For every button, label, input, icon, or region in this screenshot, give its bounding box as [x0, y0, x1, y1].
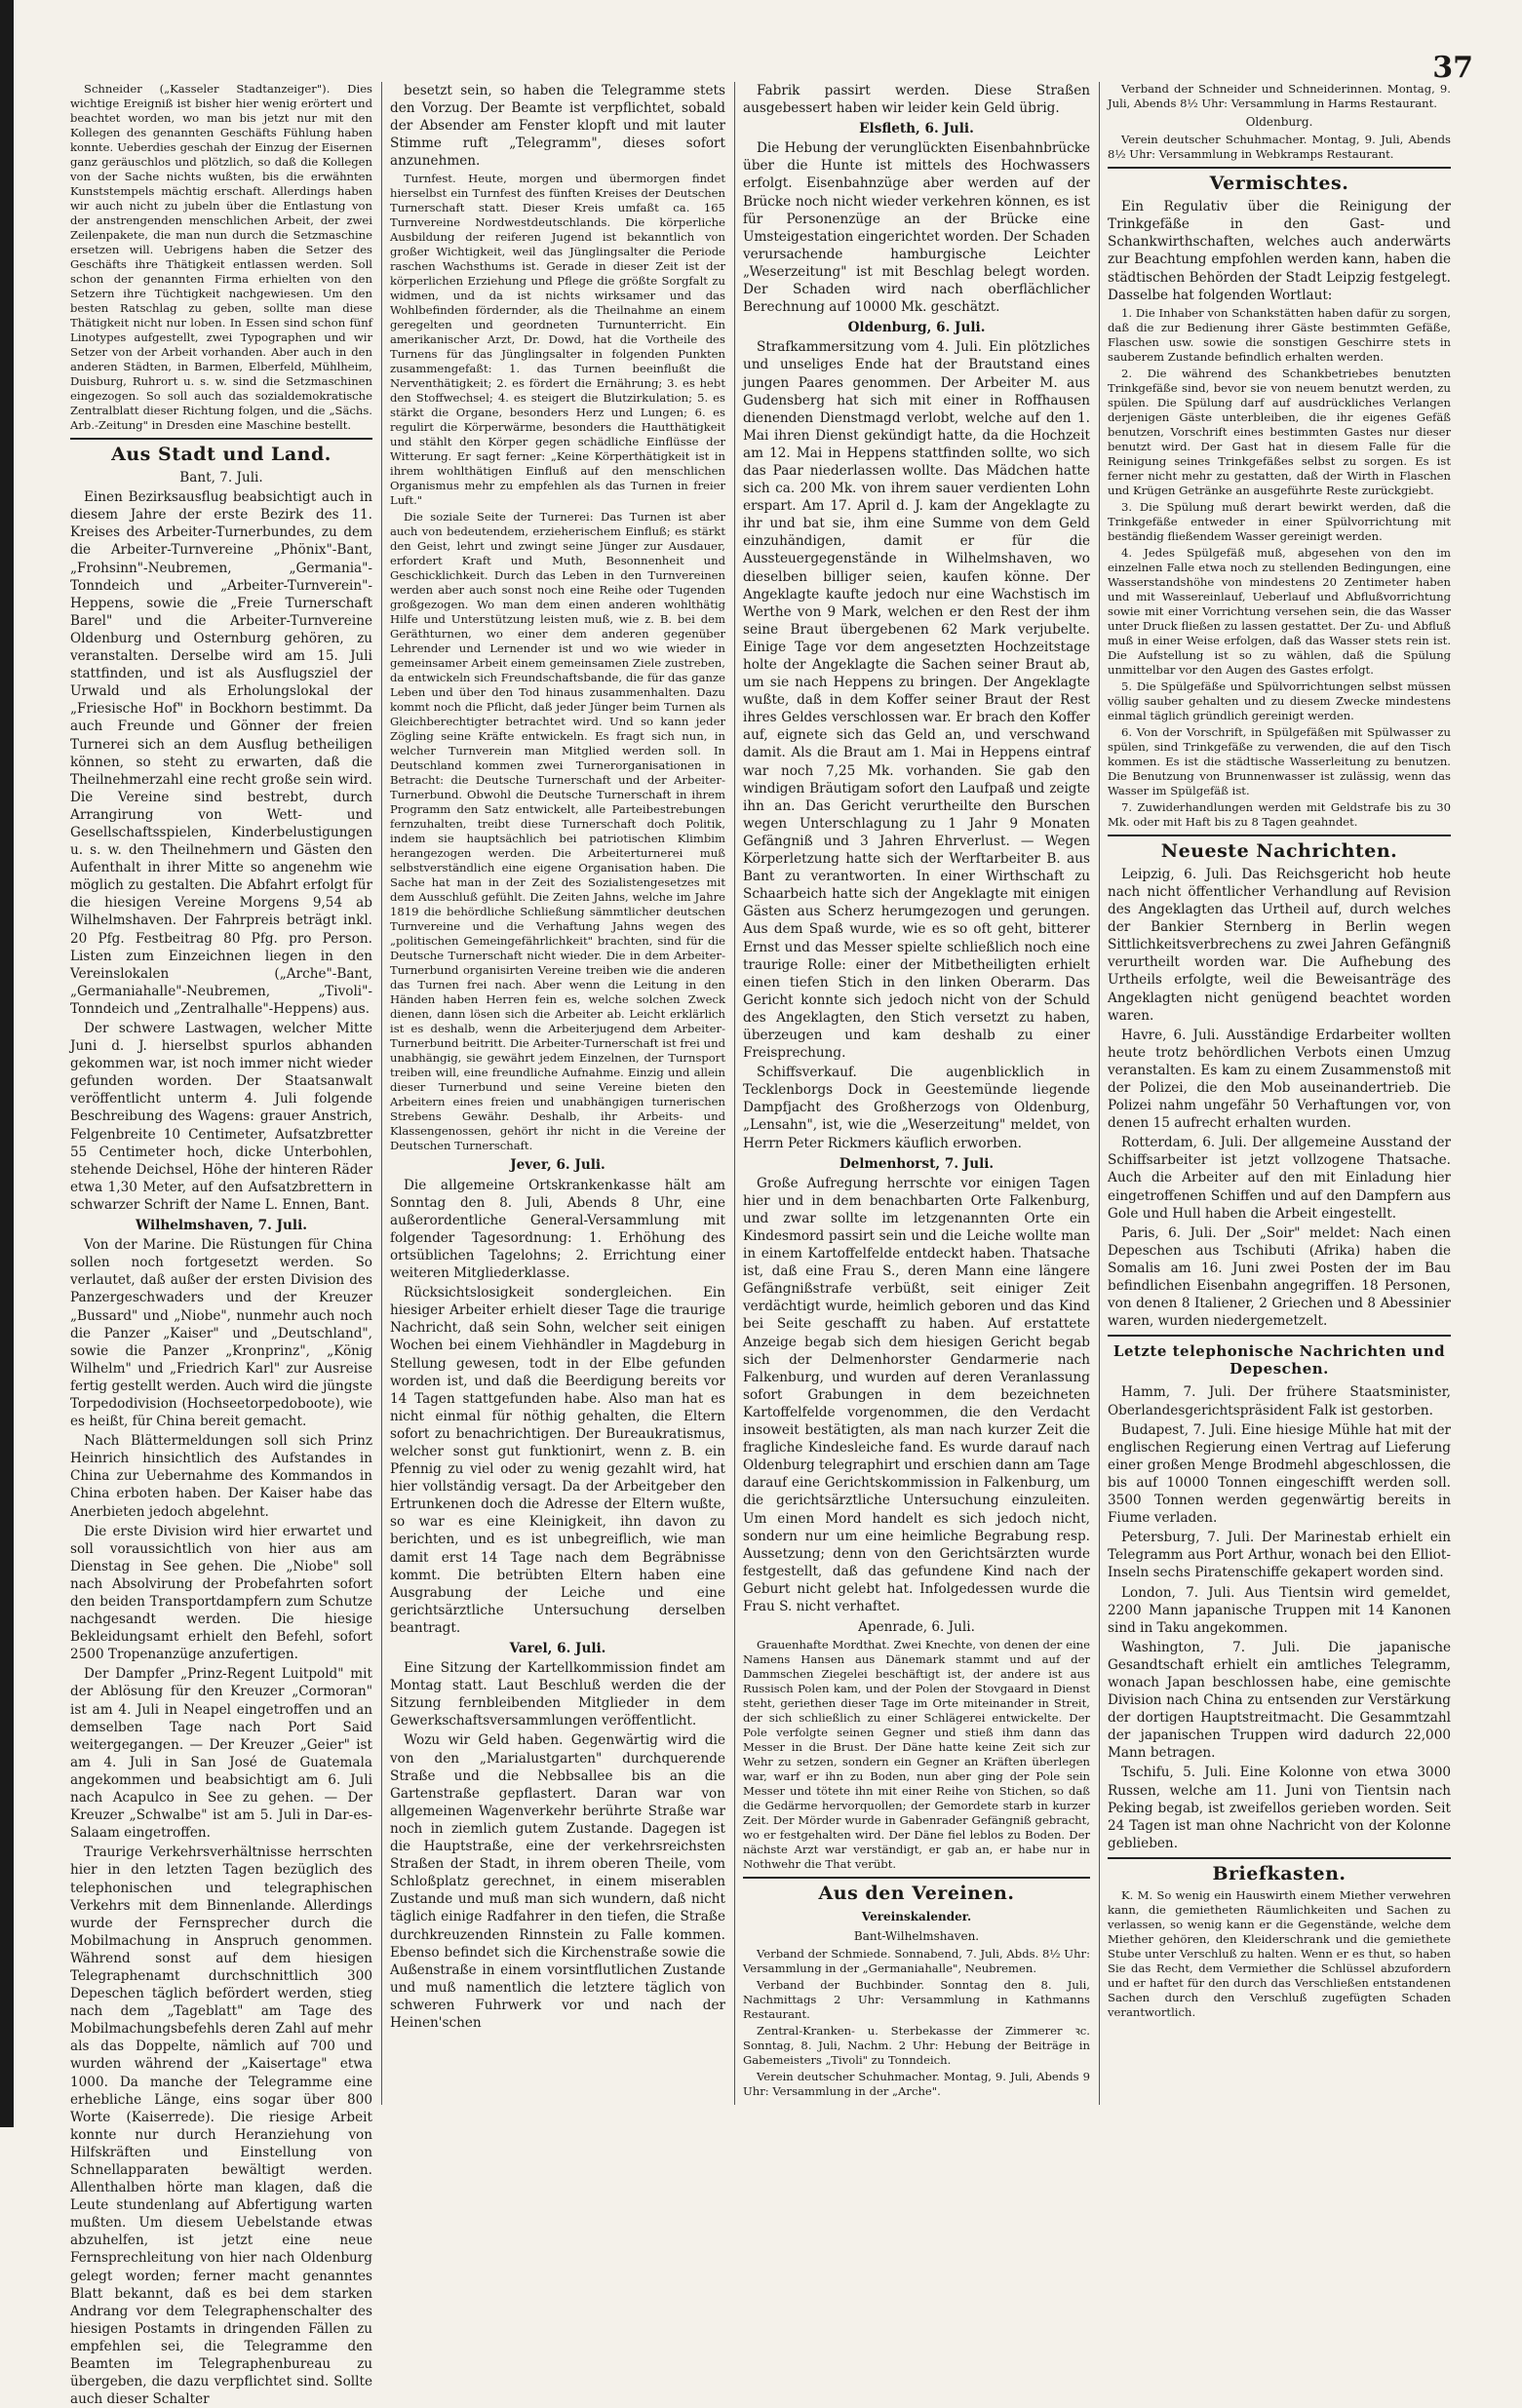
page-number: 37 [1432, 51, 1473, 85]
vereine-entry: Zentral-Kranken- u. Sterbekasse der Zimmerer ꝛc. Sonntag, 8. Juli, Nachm. 2 Uhr: Hebung der Beiträge in Gabemeisters „Tivoli" zu Tonndeich. [743, 2024, 1090, 2068]
news-item: Leipzig, 6. Juli. Das Reichsgericht hob heute nach nicht öffentlicher Verhandlung auf Revision des Angeklagten das Urtheil auf, durch welches der Bankier Sternberg in Berlin wegen Sittlichkeitsverbrechens zu zwei Jahren Gefängniß verurtheilt worden war. Die Aufhebung des Urtheils erfolgte, weil die Beweisanträge des Angeklagten nicht genügend beachtet worden waren. [1108, 866, 1451, 1024]
article-paragraph: Die Hebung der verunglückten Eisenbahnbrücke über die Hunte ist mittels des Hochwassers erfolgt. Eisenbahnzüge aber werden auf der Brücke noch nicht wieder verkehren können, es ist für Personenzüge an der Brücke eine Umsteigestation eingerichtet worden. Der Schaden verursachende hamburgische Leichter „Weserzeitung" ist mit Beschlag belegt worden. Der Schaden wird nach oberflächlicher Berechnung auf 10000 Mk. geschätzt. [743, 140, 1090, 316]
regulation-item: 3. Die Spülung muß derart bewirkt werden, daß die Trinkgefäße entweder in einer Spülvorrichtung mit beständig fließendem Wasser gereinigt werden. [1108, 499, 1451, 543]
article-paragraph: Grauenhafte Mordthat. Zwei Knechte, von denen der eine Namens Hansen aus Dänemark stammt und auf der Dammschen Ziegelei beschäftigt ist, der andere ist aus Russisch Polen kam, und der Polen der Stovgaard in Dienst steht, geriethen dieser Tage im Orte miteinander in Streit, der sich schließlich zu einer Schlägerei entwickelte. Der Pole verfolgte seinen Gegner und stieß ihm dann das Messer in die Brust. Der Däne hatte keine Zeit sich zur Wehr zu setzen, sondern ein Gegner an Kräften überlegen war, warf er ihn zu Boden, nun aber ging der Pole sein Messer und tötete ihn mit einer Reihe von Stichen, so daß die Gedärme hervorquollen; der Gemordete starb in kurzer Zeit. Der Mörder wurde in Gabenrader Gefängniß gebracht, wo er festgehalten wird. Der Däne fiel leblos zu Boden. Der nächste Arzt war verständigt, er gab an, er habe nur in Nothwehr die That verübt. [743, 1638, 1090, 1872]
column-divider [1099, 82, 1100, 2105]
briefkasten-item: K. M. So wenig ein Hauswirth einem Miether verwehren kann, die gemietheten Räumlichkeiten und Sachen zu verlassen, so wenig kann er die Gegenstände, welche dem Miether gehören, den Kleiderschrank und die gemiethete Stube unter Verschluß zu halten. Wenn er es thut, so haben Sie das Recht, dem Vermiether die Schlüssel abzufordern und er haftet für den durch das Verschließen entstandenen Sachen durch den Verschluß zugefügten Schaden verantwortlich. [1108, 1888, 1451, 2019]
dateline-jever: Jever, 6. Juli. [510, 1157, 605, 1174]
article-paragraph: Große Aufregung herrschte vor einigen Tagen hier und in dem benachbarten Orte Falkenburg, und zwar sollte im letzgenannten Orte ein Kindesmord passirt sein und die Leiche wollte man in einem Kartoffelfelde entdeckt haben. Thatsache ist, daß eine Frau S., deren Mann eine längere Gefängnißstrafe verbüßt, seit einiger Zeit verdächtigt wurde, heimlich geboren und das Kind bei Seite geschafft zu haben. Auf erstattete Anzeige begab sich dem hiesigen Gericht begab sich der Delmenhorster Gendarmerie nach Falkenburg, und wurden auf deren Veranlassung sofort Grabungen in dem bezeichneten Kartoffelfelde vorgenommen, die den Verdacht insoweit bestätigten, als man nach kurzer Zeit die fragliche Kindesleiche fand. Es wurde darauf nach Oldenburg telegraphirt und erschien dann am Tage darauf eine Gerichtskommission in Falkenburg, um die gerichtsärztliche Untersuchung einzuleiten. Um einen Mord handelt es sich jedoch nicht, sondern nur um eine heimliche Begrabung resp. Aussetzung; denn von den Gerichtsärzten wurde festgestellt, daß das gefundene Kind nach der Geburt nicht gelebt hat. Infolgedessen wurde die Frau S. nicht verhaftet. [743, 1175, 1090, 1614]
telegraph-item: Tschifu, 5. Juli. Eine Kolonne von etwa 3000 Russen, welche am 11. Juni von Tientsin nach Peking begab, ist zweifellos gerieben worden. Seit 24 Tagen ist man ohne Nachricht von der Kolonne geblieben. [1108, 1765, 1451, 1851]
article-paragraph: Nach Blättermeldungen soll sich Prinz Heinrich hinsichtlich des Aufstandes in China zur Uebernahme des Kommandos in China erboten haben. Der Kaiser habe das Anerbieten jedoch abgelehnt. [70, 1433, 372, 1520]
dateline-varel: Varel, 6. Juli. [509, 1641, 606, 1656]
dateline-elsfleth: Elsfleth, 6. Juli. [859, 121, 974, 137]
newspaper-page [70, 82, 1494, 2408]
regulation-item: 1. Die Inhaber von Schankstätten haben dafür zu sorgen, daß die zur Bedienung ihrer Gäste bestimmten Gefäße, Flaschen usw. sowie die sonstigen Geschirre stets in sauberem Zustande befindlich erhalten werden. [1108, 305, 1451, 364]
regulation-item: 5. Die Spülgefäße und Spülvorrichtungen selbst müssen völlig sauber gehalten und zu diesem Zwecke mindestens einmal täglich gründlich gereinigt werden. [1108, 679, 1451, 722]
column-4 [1108, 82, 1451, 2105]
vereine-entry: Verband der Schneider und Schneiderinnen. Montag, 9. Juli, Abends 8½ Uhr: Versammlung in Harms Restaurant. [1108, 82, 1451, 110]
telegraph-item: Hamm, 7. Juli. Der frühere Staatsminister, Oberlandesgerichtspräsident Falk ist gestorben. [1108, 1384, 1451, 1418]
dateline-bant: Bant, 7. Juli. [179, 470, 263, 486]
vereinskalender-label: Vereinskalender. [861, 1910, 972, 1924]
news-item: Havre, 6. Juli. Ausständige Erdarbeiter wollten heute trotz behördlichen Verbots einen Umzug veranstalten. Es kam zu einem Zusammenstoß mit der Polizei, die den Mob auseinandertrieb. Die Polizei nahm ungefähr 50 Verhaftungen vor, von denen 15 aufrecht erhalten wurden. [1108, 1027, 1451, 1132]
article-paragraph: Der schwere Lastwagen, welcher Mitte Juni d. J. hierselbst spurlos abhanden gekommen war, ist noch immer nicht wieder gefunden worden. Der Staatsanwalt veröffentlicht unterm 4. Juli folgende Beschreibung des Wagens: grauer Anstrich, Felgenbreite 10 Centimeter, Aufsatzbretter 55 Centimeter hoch, dicke Unterbohlen, stehende Deichsel, Höhe der hinteren Räder etwa 1,30 Meter, auf den Aufsatzbrettern in schwarzer Schrift der Name L. Ennen, Bant. [70, 1021, 372, 1213]
vereine-entry: Verband der Schmiede. Sonnabend, 7. Juli, Abds. 8½ Uhr: Versammlung in der „Germaniahalle", Neubremen. [743, 1947, 1090, 1976]
article-paragraph: Die soziale Seite der Turnerei: Das Turnen ist aber auch von bedeutendem, erzieherischem Einfluß; es stärkt den Geist, lehrt und zwingt seine Jünger zur Ausdauer, erfordert Kraft und Muth, Besonnenheit und Geschicklichkeit. Durch das Leben in den Turnvereinen werden aber auch sonst noch eine Reihe oder Tugenden großgezogen. Wo man dem einen anderen wohlthätig Hilfe und Unterstützung leisten muß, wie z. B. bei dem Geräthturnen, wo einer dem anderen gegenüber Lehrender und Lernender ist und wo wie wieder in gemeinsamer Arbeit einem gemeinsamen Ziele zustreben, da entwickeln sich Freundschaftsbande, die für das ganze Leben und über den Tod hinaus zusammenhalten. Dazu kommt noch die Pflicht, daß jeder Jünger beim Turnen als Gleichberechtigter betrachtet wird. Und so kann jeder Zögling seine Kräfte entwickeln. Es fragt sich nun, in welcher Turnverein man Mitglied werden soll. In Deutschland kommen zwei Turnerorganisationen in Betracht: die Deutsche Turnerschaft und der Arbeiter-Turnerbund. Obwohl die Deutsche Turnerschaft in ihrem Programm den Satz entwickelt, alle Parteibestrebungen fernzuhalten, treibt diese Turnerschaft doch Politik, indem sie hauptsächlich bei patriotischen Klimbim herangezogen werden. Die Arbeiterturnerei muß selbstverständlich eine eigene Organisation haben. Die Sache hat man in der Zeit des Sozialistengesetzes mit dem Ausschluß gefühlt. Die Zeiten Jahns, welche im Jahre 1819 die behördliche Schließung sämmtlicher deutschen Turnvereine und die Verhaftung Jahns wegen des „politischen Gemeingefährlichkeit" brachten, sind für die Deutsche Turnerschaft nicht wieder. Die in dem Arbeiter-Turnerbund organisirten Vereine treiben wie die anderen das Turnen frei nach. Aber wenn die Leitung in den Händen haben Herren fein es, welche solchen Zweck dienen, dann lösen sich die Arbeiter ab. Leicht erklärlich ist es deshalb, wenn die Arbeiterjugend dem Arbeiter-Turnerbund beitritt. Die Arbeiter-Turnerschaft ist frei und unabhängig, sie gewährt jedem Einzelnen, der Turnsport treiben will, eine freundliche Aufnahme. Einzig und allein dieser Turnerbund und seine Vereine bieten den Arbeitern eines freien und unabhängigen turnerischen Strebens Gewähr. Deshalb, ihr Arbeits- und Klassengenossen, gehört ihr nicht in die Vereine der Deutschen Turnerschaft. [390, 510, 725, 1153]
section-title-neueste-nachrichten: Neueste Nachrichten. [1160, 839, 1398, 862]
telegraph-item: Petersburg, 7. Juli. Der Marinestab erhielt ein Telegramm aus Port Arthur, wonach bei den Elliot-Inseln sechs Piratenschiffe gekapert worden sind. [1108, 1530, 1451, 1581]
article-paragraph: Schneider („Kasseler Stadtanzeiger"). Dies wichtige Ereigniß ist bisher hier wenig erörtert und beachtet worden, wo man bis jetzt nur mit den Kollegen des genannten Geschäfts Fühlung haben konnte. Ueberdies geschah der Einzug der Eisernen ganz geräuschlos und plötzlich, so daß die Kollegen von der Sache nichts wußten, bis die erwähnten Kunststempels mächtig erschaft. Allerdings haben wir auch nicht zu jubeln über die Entlastung von der anstrengenden menschlichen Arbeit, der zwei Zeilenpakete, die man nun durch die Setzmaschine ersetzen will. Uebrigens haben die Setzer des Geschäfts ihre Thätigkeit entlassen werden. Soll schon der genannten Firma erhielten von den Setzern ihre Tüchtigkeit nachgewiesen. Um den besten Ratschlag zu geben, sollte man diese Thätigkeit nicht nur loben. In Essen sind schon fünf Linotypes aufgestellt, zwei Typographen und wir Setzer von der Arbeit vorhanden. Aber auch in den anderen Städten, in Barmen, Elberfeld, Mühlheim, Duisburg, Ruhrort u. s. w. sind die Setzmaschinen eingezogen. So soll auch das sozialdemokratische Zentralblatt dieser Richtung folgen, und die „Sächs. Arb.-Zeitung" in Dresden eine Maschine bestellt. [70, 82, 372, 432]
news-item: Rotterdam, 6. Juli. Der allgemeine Ausstand der Schiffsarbeiter ist jetzt vollzogene Thatsache. Auch die Arbeiter auf den mit Einladung hier eingetroffenen Schiffen und auf den Dampfern aus Gole und Hull haben die Arbeit eingestellt. [1108, 1135, 1451, 1222]
article-paragraph: Eine Sitzung der Kartellkommission findet am Montag statt. Laut Beschluß werden die der Sitzung fernbleibenden Mitglieder in dem Gewerkschaftsversammlungen veröffentlicht. [390, 1660, 725, 1729]
article-paragraph: Einen Bezirksausflug beabsichtigt auch in diesem Jahre der erste Bezirk des 11. Kreises des Arbeiter-Turnerbundes, zu dem die Arbeiter-Turnvereine „Phönix"-Bant, „Frohsinn"-Neubremen, „Germania"-Tonndeich und „Arbeiter-Turnverein"-Heppens, sowie die „Freie Turnerschaft Barel" und die Arbeiter-Turnvereine Oldenburg und Osternburg gehören, zu veranstalten. Derselbe wird am 15. Juli stattfinden, und ist als Ausflugsziel der Urwald und als Erholungslokal der „Friesische Hof" in Bockhorn bestimmt. Da auch Freunde und Gönner der freien Turnerei sich an dem Ausflug betheiligen können, so steht zu erwarten, daß die Theilnehmerzahl eine recht große sein wird. Die Vereine sind bestrebt, durch Arrangirung von Wett- und Gesellschaftsspielen, Kinderbelustigungen u. s. w. den Theilnehmern und Gästen den Aufenthalt in ihrer Mitte so angenehm wie möglich zu gestalten. Die Abfahrt erfolgt für die hiesigen Vereine Morgens 9,54 ab Wilhelmshaven. Der Fahrpreis beträgt inkl. 20 Pfg. Festbeitrag 80 Pfg. pro Person. Listen zum Einzeichnen liegen in den Vereinslokalen („Arche"-Bant, „Germaniahalle"-Neubremen, „Tivoli"-Tonndeich und „Zentralhalle"-Heppens) aus. [70, 489, 372, 1017]
article-paragraph: Der Dampfer „Prinz-Regent Luitpold" mit der Ablösung für den Kreuzer „Cormoran" ist am 4. Juli in Neapel eingetroffen und an demselben Tage nach Port Said weitergegangen. — Der Kreuzer „Geier" ist am 4. Juli in San José de Guatemala angekommen und beabsichtigt am 6. Juli nach Acapulco in See zu gehen. — Der Kreuzer „Schwalbe" ist am 5. Juli in Dar-es-Salaam eingetroffen. [70, 1666, 372, 1842]
telegraph-item: Budapest, 7. Juli. Eine hiesige Mühle hat mit der englischen Regierung einen Vertrag auf Lieferung einer großen Menge Brodmehl abgeschlossen, die bis auf 10000 Tonnen eingeschifft werden soll. 3500 Tonnen werden gegenwärtig bereits in Fiume verladen. [1108, 1421, 1451, 1527]
section-title-vermischtes: Vermischtes. [1209, 173, 1349, 195]
vereine-city-oldenburg: Oldenburg. [1245, 115, 1313, 129]
article-paragraph: Wozu wir Geld haben. Gegenwärtig wird die von den „Marialustgarten" durchquerende Straße und die Nebbsallee bis an die Gartenstraße gepflastert. Daran war von allgemeinen Wagenverkehr berührte Straße war noch in ziemlich gutem Zustande. Dagegen ist die Hauptstraße, eine der verkehrsreichsten Straßen der Stadt, in ihrem oberen Theile, vom Schloßplatz gerechnet, in einem miserablen Zustande und muß man sich wundern, daß nicht täglich einige Radfahrer in den tiefen, die Straße durchkreuzenden Rinnstein zu Falle kommen. Ebenso befindet sich die Kirchenstraße sowie die Außenstraße in einem vorsintflutlichen Zustande und muß namentlich die letztere täglich von schweren Fuhrwerk vor und nach der Heinen'schen [390, 1732, 725, 2031]
vereine-entry: Verein deutscher Schuhmacher. Montag, 9. Juli, Abends 8½ Uhr: Versammlung in Webkramps Restaurant. [1108, 133, 1451, 162]
section-title-telegraph: Letzte telephonische Nachrichten und Depeschen. [1112, 1342, 1446, 1379]
regulation-item: 7. Zuwiderhandlungen werden mit Geldstrafe bis zu 30 Mk. oder mit Haft bis zu 8 Tagen geahndet. [1108, 799, 1451, 829]
telegraph-item: Washington, 7. Juli. Die japanische Gesandtschaft erhielt ein amtliches Telegramm, wonach Japan beschlossen habe, eine gemischte Division nach China zu entsenden zur Verstärkung der dortigen Hauptstreitmacht. Die Gesammtzahl der japanischen Truppen wird dadurch 22,000 Mann betragen. [1108, 1639, 1451, 1762]
dateline-apenrade: Apenrade, 6. Juli. [858, 1619, 975, 1636]
column-1 [70, 82, 372, 2408]
telegraph-item: London, 7. Juli. Aus Tientsin wird gemeldet, 2200 Mann japanische Truppen mit 14 Kanonen sind in Taku angekommen. [1108, 1584, 1451, 1636]
dateline-oldenburg: Oldenburg, 6. Juli. [847, 320, 986, 336]
article-paragraph: Schiffsverkauf. Die augenblicklich in Tecklenborgs Dock in Geestemünde liegende Dampfjacht des Großherzogs von Oldenburg, „Lensahn", ist, wie die „Weserzeitung" meldet, von Herrn Peter Rickmers käuflich erworben. [743, 1065, 1090, 1151]
article-paragraph: Rücksichtslosigkeit sondergleichen. Ein hiesiger Arbeiter erhielt dieser Tage die traurige Nachricht, daß sein Sohn, welcher seit einigen Wochen bei einem Viehhändler in Magdeburg in Stellung gewesen, todt in der Elbe gefunden worden ist, und daß die Beerdigung bereits vor 14 Tagen stattgefunden habe. Also man hat es nicht einmal für nöthig gehalten, die Eltern sofort zu benachrichtigen. Der Bureaukratismus, welcher sonst gut funktionirt, wenn z. B. ein Pfennig zu viel oder zu wenig gezahlt wird, hat hier vollständig versagt. Da der Arbeitgeber den Ertrunkenen doch die Adresse der Eltern wußte, so war es eine Kleinigkeit, ihn davon zu berichten, und es ist unbegreiflich, wie man damit erst 14 Tage nach dem Begräbnisse kommt. Die betrübten Eltern haben eine Ausgrabung der Leiche und eine gerichtsärztliche Untersuchung derselben beantragt. [390, 1285, 725, 1636]
article-paragraph: Ein Regulativ über die Reinigung der Trinkgefäße in den Gast- und Schankwirthschaften, welches auch anderwärts zur Beachtung empfohlen werden kann, haben die städtischen Behörden der Stadt Leipzig festgelegt. Dasselbe hat folgenden Wortlaut: [1108, 199, 1451, 303]
dateline-delmenhorst: Delmenhorst, 7. Juli. [839, 1155, 995, 1172]
regulation-item: 4. Jedes Spülgefäß muß, abgesehen von den im einzelnen Falle etwa noch zu stellenden Bedingungen, eine Wasserstandshöhe von mindestens 20 Zentimeter haben und mit Wassereinlauf, Ueberlauf und Abflußvorrichtung sowie mit einer Vorrichtung versehen sein, die das Wasser unter Druck fließen zu lassen gestattet. Der Zu- und Abfluß muß in einer Weise erfolgen, daß das Wasser stets rein ist. Die Aufstellung ist so zu wählen, daß die Spülung unmittelbar vor den Augen des Gastes erfolgt. [1108, 545, 1451, 677]
regulation-item: 2. Die während des Schankbetriebes benutzten Trinkgefäße sind, bevor sie von neuem benutzt werden, zu spülen. Die Spülung darf auf ausdrückliches Verlangen derjenigen Gäste unterbleiben, die ihr eigenes Gefäß benutzen, Vorschrift eines bestimmten Gastes nur dieser benutzt wird. Der Gast hat in diesem Falle für die Reinigung seines Trinkgefäßes selbst zu sorgen. Es ist ferner nicht mehr zu gestatten, daß der Wirth in Flaschen und Krügen Getränke an ausgeführte Reste zurückgiebt. [1108, 366, 1451, 497]
regulation-item: 6. Von der Vorschrift, in Spülgefäßen mit Spülwasser zu spülen, sind Trinkgefäße zu verwenden, die auf den Tisch kommen. Es ist die städtische Wasserleitung zu benutzen. Die Benutzung von Brunnenwasser ist zulässig, wenn das Wasser im Spülgefäß ist. [1108, 724, 1451, 797]
article-paragraph: besetzt sein, so haben die Telegramme stets den Vorzug. Der Beamte ist verpflichtet, sobald der Absender am Fenster klopft und mit lauter Stimme ruft „Telegramm", dieses sofort anzunehmen. [390, 83, 725, 170]
vereine-entry: Verein deutscher Schuhmacher. Montag, 9. Juli, Abends 9 Uhr: Versammlung in der „Arche". [743, 2070, 1090, 2099]
article-paragraph: Turnfest. Heute, morgen und übermorgen findet hierselbst ein Turnfest des fünften Kreises der Deutschen Turnerschaft statt. Dieser Kreis umfaßt ca. 165 Turnvereine Nordwestdeutschlands. Die körperliche Ausbildung der reiferen Jugend ist bekanntlich von großer Wichtigkeit, weil das Jünglingsalter die Periode raschen Wachsthums ist. Gerade in dieser Zeit ist der körperlichen Erziehung und Pflege die größte Sorgfalt zu widmen, und da ist nichts wirksamer und das Wohlbefinden fördernder, als die Theilnahme an einem geregelten und geordneten Turnunterricht. Ein amerikanischer Arzt, Dr. Dowd, hat die Vortheile des Turnens für das Jünglingsalter in folgenden Punkten zusammengefaßt: 1. das Turnen beeinflußt die Nerventhätigkeit; 2. es fördert die Ernährung; 3. es hebt den Stoffwechsel; 4. es steigert die Blutzirkulation; 5. es stärkt die Organe, besonders Herz und Lungen; 6. es regulirt die Körperwärme, besonders die Hautthätigkeit und stählt den Körper gegen schädliche Einflüsse der Witterung. Er sagt ferner: „Keine Körperthätigkeit ist in ihrem wohlthätigen Einfluß auf den menschlichen Organismus mehr zu empfehlen als das Turnen in freier Luft." [390, 172, 725, 508]
section-title-aus-stadt-und-land: Aus Stadt und Land. [111, 444, 332, 465]
column-2 [390, 82, 725, 2105]
vereine-city-bant: Bant-Wilhelmshaven. [853, 1929, 980, 1944]
section-title-aus-den-vereinen: Aus den Vereinen. [818, 1883, 1015, 1905]
article-paragraph: Traurige Verkehrsverhältnisse herrschten hier in den letzten Tagen bezüglich des telephonischen und telegraphischen Verkehrs mit dem Binnenlande. Allerdings wurde der Fernsprecher durch die Mobilmachung in Anspruch genommen. Während sonst auf dem hiesigen Telegraphenamt durchschnittlich 300 Depeschen täglich befördert werden, stieg nach dem „Tageblatt" am Tage des Mobilmachungsbefehls deren Zahl auf mehr als das Doppelte, nämlich auf 700 und wurden während der „Kaisertage" etwa 1000. Da manche der Telegramme eine erhebliche Länge, eins sogar über 800 Worte (Kaiserrede). Die riesige Arbeit konnte nur durch Heranziehung von Hilfskräften und Einstellung von Schnellapparaten bewältigt werden. Allenthalben hörte man klagen, daß die Leute stundenlang auf Abfertigung warten mußten. Um diesem Uebelstande etwas abzuhelfen, ist jetzt eine neue Fernsprechleitung von hier nach Oldenburg gelegt worden; ferner macht genanntes Blatt bekannt, daß es bei dem starken Andrang vor dem Telegraphenschalter des hiesigen Postamts in dringenden Fällen zu empfehlen sei, die Telegramme den Beamten im Telegraphenbureau zu übergeben, die dazu verpflichtet sind. Sollte auch dieser Schalter [70, 1845, 372, 2408]
dateline-wilhelmshaven: Wilhelmshaven, 7. Juli. [136, 1218, 307, 1234]
column-divider [381, 82, 382, 2105]
page-edge [0, 0, 14, 2127]
article-paragraph: Strafkammersitzung vom 4. Juli. Ein plötzliches und unseliges Ende hat der Brautstand eines jungen Paares genommen. Der Arbeiter M. aus Gudensberg hat sich mit einer in Roffhausen dienenden Dienstmagd verlobt, welche auf den 1. Mai ihren Dienst gekündigt hatte, da die Hochzeit am 12. Mai in Heppens stattfinden sollte, wo sich das Paar niederlassen wollte. Das Mädchen hatte sich ca. 200 Mk. von ihrem sauer verdienten Lohn erspart. Am 17. April d. J. kam der Angeklagte zu ihr und bat sie, ihm eine Summe von dem Geld einzuhändigen, damit er für die Aussteuergegenstände in Wilhelmshaven, wo dieselben billiger seien, kaufen könne. Der Angeklagte kaufte jedoch nur eine Wachstisch im Werthe von 9 Mark, welchen er den Rest der ihm seine Braut übergebenen 62 Mark verjubelte. Einige Tage vor dem angesetzten Hochzeitstage holte der Angeklagte die Sachen seiner Braut ab, um sie nach Heppens zu bringen. Der Angeklagte wußte, daß in dem Koffer seiner Braut der Rest ihres Geldes verschlossen war. Er brach den Koffer auf, eignete sich das Geld an, und verschwand damit. Als die Braut am 1. Mai in Heppens eintraf war noch 7,25 Mk. vorhanden. Sie gab den windigen Bräutigam sofort den Laufpaß und zeigte ihn an. Das Gericht verurtheilte den Burschen wegen Unterschlagung zu 1 Jahr 9 Monaten Gefängniß und 3 Jahren Ehrverlust. — Wegen Körperletzung hatte sich der Werftarbeiter B. aus Bant zu verantworten. In einer Wirthschaft zu Schaarbeich hatte sich der Angeklagte mit einigen Gästen aus Scherz herumgezogen und gerungen. Aus dem Spaß wurde, wie es so oft geht, bitterer Ernst und das Messer spielte schließlich noch eine traurige Rolle: einer der Mitbetheiligten erhielt einen tiefen Stich in den linken Oberarm. Das Gericht konnte sich jedoch nicht von der Schuld des Angeklagten, den Stich versetzt zu haben, überzeugen und kam deshalb zu einer Freisprechung. [743, 339, 1090, 1062]
column-divider [734, 82, 735, 2105]
news-item: Paris, 6. Juli. Der „Soir" meldet: Nach einen Depeschen aus Tschibuti (Afrika) haben die Somalis am 16. Juni zwei Posten der im Bau befindlichen Eisenbahn angegriffen. 18 Personen, von denen 8 Italiener, 2 Griechen und 8 Abessinier waren, wurden niedergemetzelt. [1108, 1224, 1451, 1330]
article-paragraph: Die erste Division wird hier erwartet und soll voraussichtlich von hier aus am Dienstag in See gehen. Die „Niobe" soll nach Absolvirung der Probefahrten sofort den beiden Transportdampfern zum Schutze nachgesandt werden. Die hiesige Bekleidungsamt erhielt den Befehl, sofort 2500 Tropenanzüge anzufertigen. [70, 1523, 372, 1663]
article-paragraph: Die allgemeine Ortskrankenkasse hält am Sonntag den 8. Juli, Abends 8 Uhr, eine außerordentliche General-Versammlung mit folgender Tagesordnung: 1. Erhöhung des ortsüblichen Tagelohns; 2. Errichtung einer weiteren Mitgliederklasse. [390, 1177, 725, 1282]
column-3 [743, 82, 1090, 2105]
article-paragraph: Von der Marine. Die Rüstungen für China sollen noch fortgesetzt werden. So verlautet, daß außer der ersten Division des Panzergeschwaders und der Kreuzer „Bussard" und „Niobe", nunmehr auch noch die Panzer „Kaiser" und „Deutschland", sowie die Panzer „Kronprinz", „König Wilhelm" und „Friedrich Karl" zur Ausreise fertig gestellt werden. Auch wird die jüngste Torpedodivision (Hochseetorpedoboote), wie es heißt, für China bereit gemacht. [70, 1237, 372, 1430]
vereine-entry: Verband der Buchbinder. Sonntag den 8. Juli, Nachmittags 2 Uhr: Versammlung in Kathmanns Restaurant. [743, 1978, 1090, 2022]
article-paragraph: Fabrik passirt werden. Diese Straßen ausgebessert haben wir leider kein Geld übrig. [743, 83, 1090, 117]
section-title-briefkasten: Briefkasten. [1212, 1862, 1346, 1884]
